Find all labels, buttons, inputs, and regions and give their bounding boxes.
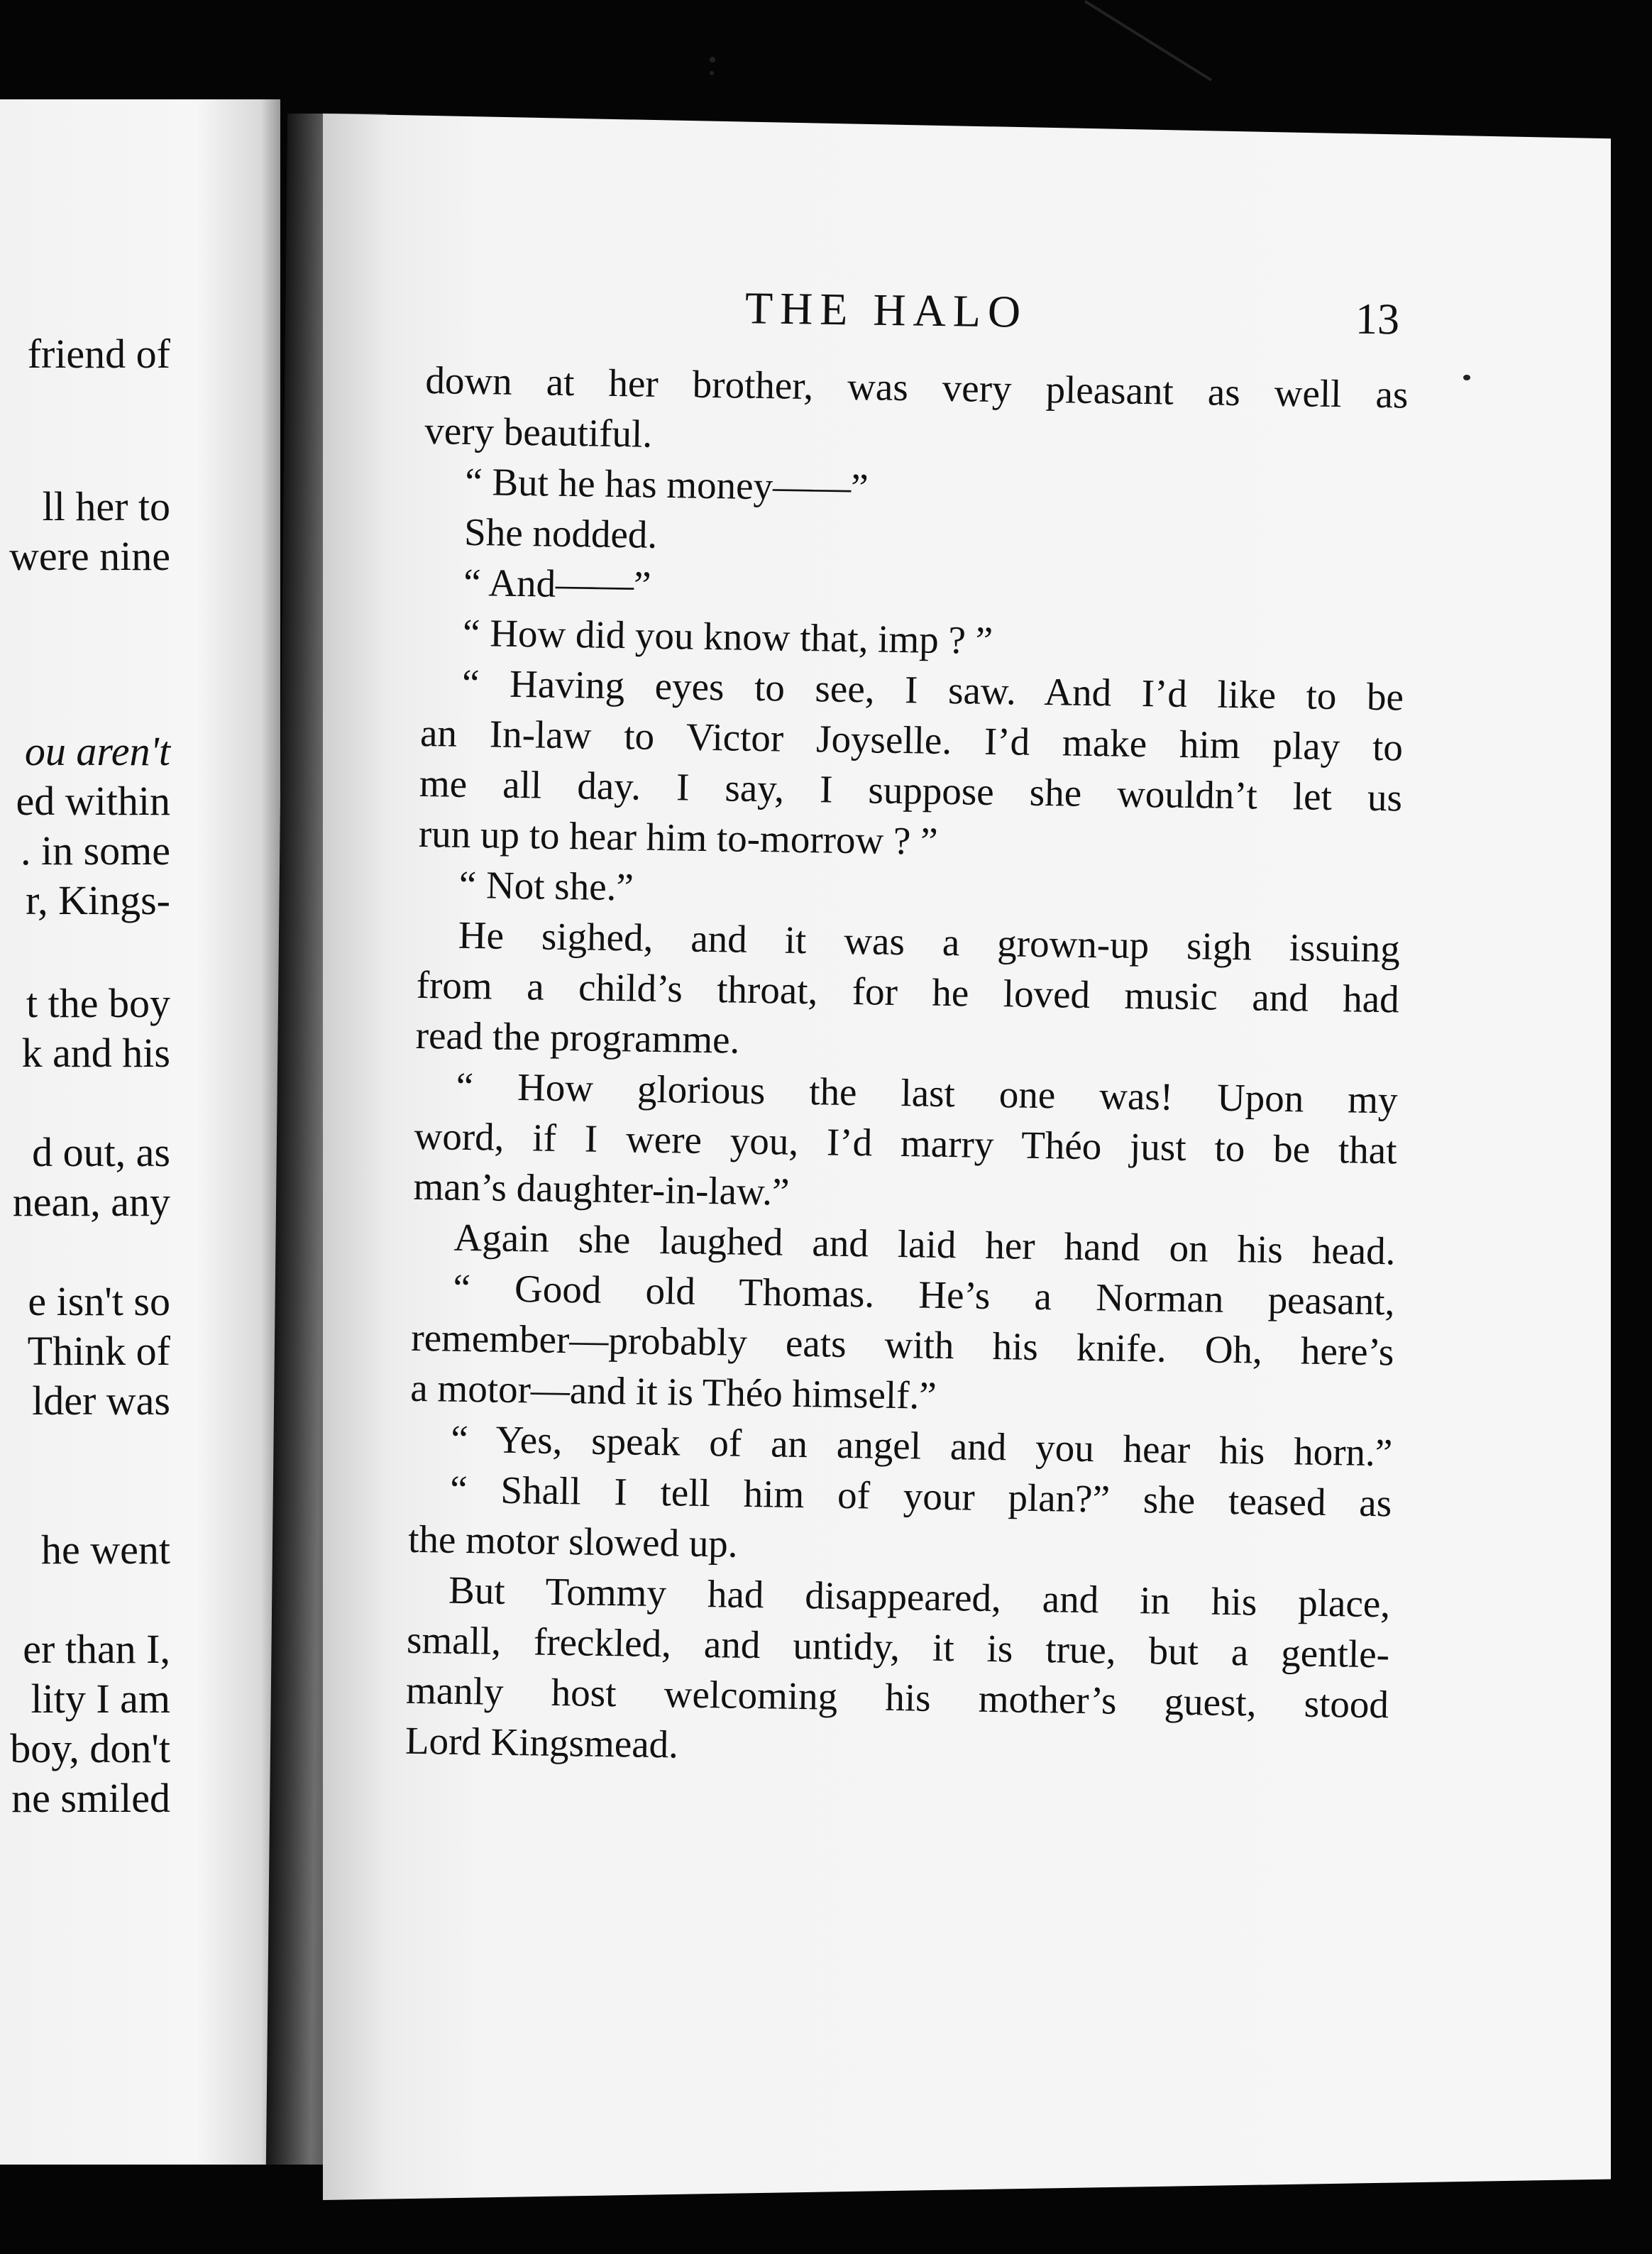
text-line: “ Shall I tell him of your plan?” she teased as: [449, 1467, 1392, 1525]
text-line: word, if I were you, I’d marry Théo just to be that: [414, 1114, 1397, 1172]
text-line: “ But he has money——”: [464, 459, 869, 510]
left-page-line: er than I,: [23, 1626, 170, 1672]
text-line: man’s daughter-in-law.”: [413, 1164, 790, 1214]
text-line: She nodded.: [463, 510, 658, 556]
text-line: He sighed, and it was a grown-up sigh issuing: [458, 913, 1401, 971]
left-page-line: e isn't so: [28, 1278, 170, 1324]
text-line: from a child’s throat, for he loved music and had: [416, 962, 1400, 1021]
text-line: manly host welcoming his mother’s guest, stood: [405, 1668, 1389, 1727]
left-page-line: t the boy: [26, 980, 170, 1026]
text-line: “ Having eyes to see, I saw. And I’d like to be: [461, 661, 1404, 719]
text-line: small, freckled, and untidy, it is true, but a gentle-: [406, 1617, 1390, 1676]
text-line: Again she laughed and laid her hand on his head.: [453, 1215, 1396, 1273]
text-line: “ How did you know that, imp ? ”: [462, 610, 993, 662]
left-page-line: ne smiled: [11, 1775, 170, 1821]
scan-speck: [710, 71, 714, 75]
left-page-line: Think of: [27, 1328, 170, 1374]
left-page-line: d out, as: [32, 1129, 170, 1175]
left-page-line: he went: [41, 1527, 170, 1573]
left-page-line: lder was: [32, 1378, 170, 1424]
text-line: down at her brother, was very pleasant as well as: [425, 358, 1409, 417]
text-line: “ Good old Thomas. He’s a Norman peasant,: [453, 1265, 1395, 1324]
text-line: Lord Kingsmead.: [404, 1718, 679, 1766]
left-facing-page: [0, 99, 280, 2165]
left-page-line: ou aren't: [24, 728, 170, 774]
left-page-line: k and his: [21, 1030, 170, 1076]
left-page-line: r, Kings-: [26, 877, 170, 923]
text-line: “ How glorious the last one was! Upon my: [456, 1064, 1399, 1122]
text-line: an In-law to Victor Joyselle. I’d make him play to: [419, 710, 1404, 769]
text-line: “ Not she.”: [458, 862, 634, 909]
left-page-line: ed within: [16, 778, 170, 824]
text-line: “ And——”: [463, 560, 651, 607]
text-line: the motor slowed up.: [407, 1517, 739, 1566]
left-page-line: ll her to: [42, 483, 170, 529]
left-page-line: were nine: [9, 533, 170, 579]
left-page-line: lity I am: [31, 1676, 170, 1722]
text-line: But Tommy had disappeared, and in his place,: [448, 1568, 1391, 1626]
text-line: run up to hear him to-morrow ? ”: [418, 811, 938, 863]
left-page-line: friend of: [27, 331, 170, 377]
text-line: a motor—and it is Théo himself.”: [409, 1365, 937, 1417]
scan-speck: [710, 57, 715, 62]
left-page-line: boy, don't: [10, 1725, 170, 1771]
text-line: remember—probably eats with his knife. Oh, here’s: [411, 1315, 1394, 1374]
page-number: 13: [1355, 295, 1400, 344]
text-line: very beautiful.: [424, 408, 653, 456]
text-line: “ Yes, speak of an angel and you hear his horn.”: [450, 1417, 1393, 1475]
text-line: me all day. I say, I suppose she wouldn’t let us: [419, 761, 1403, 820]
scan-speck: [1463, 375, 1470, 380]
page-body-text: [405, 355, 1409, 1780]
left-page-line: nean, any: [12, 1179, 170, 1225]
scan-scratch: [1084, 0, 1212, 82]
text-line: read the programme.: [415, 1013, 740, 1062]
running-head: THE HALO: [744, 282, 1028, 337]
left-page-line: . in some: [20, 828, 170, 874]
